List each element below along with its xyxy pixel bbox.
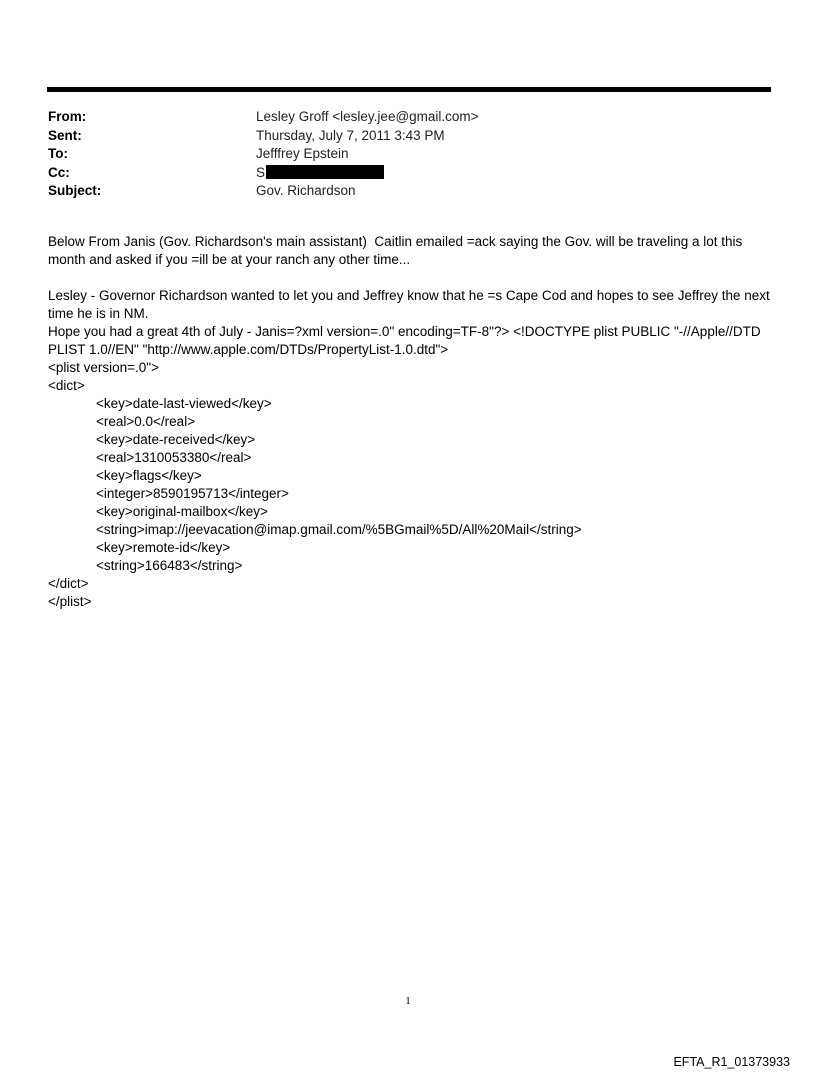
subject-row bbox=[48, 182, 479, 201]
plist-entry: <key>original-mailbox</key> bbox=[96, 504, 268, 519]
plist-entry: <key>flags</key> bbox=[96, 468, 202, 483]
body-paragraph-1: Below From Janis (Gov. Richardson's main assistant) Caitlin emailed =ack saying the Gov. will be traveling a lot this month and asked if you =ill be at your ranch any other time... bbox=[48, 234, 747, 267]
to-row bbox=[48, 145, 479, 164]
bates-number: EFTA_R1_01373933 bbox=[673, 1055, 790, 1069]
from-row bbox=[48, 108, 479, 127]
from-value: Lesley Groff <lesley.jee@gmail.com> bbox=[256, 109, 479, 124]
header-divider bbox=[47, 87, 771, 92]
plist-close-tag: </plist> bbox=[48, 594, 92, 609]
subject-value: Gov. Richardson bbox=[256, 183, 356, 198]
to-label: To: bbox=[48, 146, 68, 161]
plist-entry: <string>imap://jeevacation@imap.gmail.com/%5BGmail%5D/All%20Mail</string> bbox=[96, 522, 582, 537]
plist-entry: <key>date-received</key> bbox=[96, 432, 256, 447]
sent-value: Thursday, July 7, 2011 3:43 PM bbox=[256, 127, 445, 143]
redaction-bar bbox=[266, 165, 384, 179]
plist-entry: <key>date-last-viewed</key> bbox=[96, 396, 272, 411]
body-line: Lesley - Governor Richardson wanted to let you and Jeffrey know that he =s Cape Cod and hopes to see Jeffrey the next bbox=[48, 288, 770, 303]
dict-open-tag: <dict> bbox=[48, 378, 85, 393]
plist-entry: <integer>8590195713</integer> bbox=[96, 486, 289, 501]
sent-row bbox=[48, 127, 479, 146]
plist-entry: <real>0.0</real> bbox=[96, 414, 196, 429]
cc-value bbox=[256, 164, 384, 183]
subject-label: Subject: bbox=[48, 183, 102, 198]
cc-row bbox=[48, 164, 479, 183]
body-line: PLIST 1.0//EN" "http://www.apple.com/DTDs/PropertyList-1.0.dtd"> bbox=[48, 342, 449, 357]
dict-close-tag: </dict> bbox=[48, 576, 89, 591]
cc-visible-text: S bbox=[256, 164, 266, 180]
plist-entry: <key>remote-id</key> bbox=[96, 540, 231, 555]
from-label: From: bbox=[48, 109, 87, 124]
sent-label: Sent: bbox=[48, 127, 82, 143]
body-line: Hope you had a great 4th of July - Janis=?xml version=.0" encoding=TF-8"?> <!DOCTYPE plist PUBLIC "-//Apple//DTD bbox=[48, 324, 761, 339]
cc-label: Cc: bbox=[48, 164, 70, 180]
plist-open-tag: <plist version=.0"> bbox=[48, 360, 159, 375]
plist-entry: <real>1310053380</real> bbox=[96, 450, 252, 465]
body-line: time he is in NM. bbox=[48, 306, 149, 321]
to-value: Jefffrey Epstein bbox=[256, 146, 349, 161]
email-header-block bbox=[48, 108, 479, 201]
plist-entry: <string>166483</string> bbox=[96, 558, 243, 573]
email-body bbox=[48, 233, 772, 611]
page-number: 1 bbox=[405, 995, 411, 1007]
